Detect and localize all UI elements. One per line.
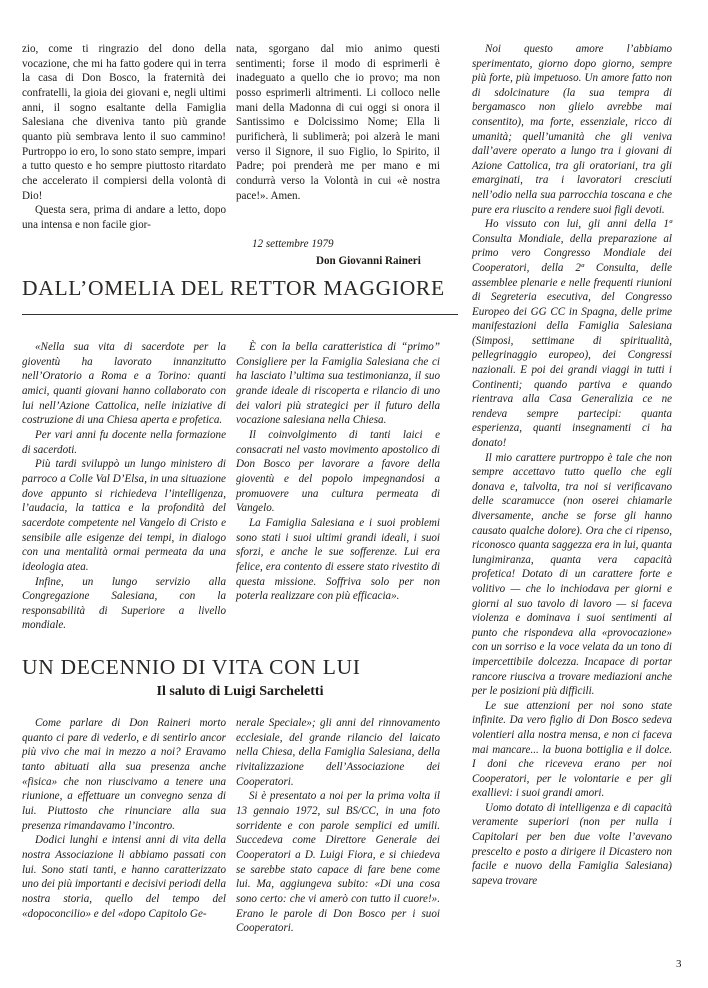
letter-date: 12 settembre 1979: [252, 238, 334, 250]
paragraph: Si è presentato a noi per la prima volta il 13 gennaio 1972, sul BS/CC, in una foto sorridente e con parole semplici ed umili. Succedeva come Direttore Generale dei Cooperatori a D. Luigi Fiora, e si chiedeva se sarebbe stato capace di fare bene come lui. Ma, aggiungeva subito: «Di una cosa sono certo: che vi amerò con tutto il cuore!». Erano le parole di Don Bosco per i suoi Cooperatori.: [236, 790, 440, 935]
paragraph: Noi questo amore l’abbiamo sperimentato, giorno dopo giorno, sempre più forte, più impetuoso. Un amore fatto non di sdolcinature (la sua tempra di bergamasco non glielo avrebbe mai consentito), ma forte, essenziale, ricco di umanità; quell’umanità che gli veniva dall’avere operato a lungo tra i giovani di Azione Cattolica, tra gli oratoriani, tra gli emarginati, tra i lavoratori cresciuti nell’odio nella sua parrocchia toscana e che pure era riuscito a rendere suoi figli devoti.: [472, 43, 672, 216]
decade-title: UN DECENNIO DI VITA CON LUI: [22, 655, 361, 679]
paragraph: Come parlare di Don Raineri morto quanto ci pare di vederlo, e di sentirlo ancor più vivo che mai in mezzo a noi? Eravamo tanto abituati alla sua presenza anche «fisica» che non riuscivamo a tenere una riunione, a effettuare un convegno senza di lui. Piuttosto che rinunciare alla sua presenza rimandavamo l’incontro.: [22, 717, 226, 832]
paragraph: «Nella sua vita di sacerdote per la gioventù ha lavorato innanzitutto nell’Oratorio a Roma e a Torino: quanti amici, quanti giovani hanno collaborato con lui nell’Azione Cattolica, nelle iniziative di costruzione di una Chiesa aperta e profetica.: [22, 341, 226, 427]
letter-column-2: [236, 42, 440, 203]
homily-column-2: [236, 340, 440, 604]
paragraph: nata, sgorgano dal mio animo questi sentimenti; forse il modo di esprimerli è inadeguato a quello che io provo; ma non posso esprimerli altrimenti. Li colloco nelle mani della Madonna di cui oggi si onora il Santissimo e Dolcissimo Nome; Ella li purificherà, li sublimerà; poi alzerà le mani verso il Signore, il suo Figlio, lo Spirito, il Padre; poi prenderà me per mano e mi condurrà verso la Volontà in cui «è nostra pace!». Amen.: [236, 43, 440, 202]
decade-subtitle: Il saluto di Luigi Sarcheletti: [156, 684, 324, 699]
paragraph: Il coinvolgimento di tanti laici e consacrati nel vasto movimento apostolico di Don Bosco per lavorare a favore della gioventù e del popolo impegnandosi a promuovere una cultura permeata di Vangelo.: [236, 428, 440, 515]
paragraph: zio, come ti ringrazio del dono della vocazione, che mi ha fatto godere qui in terra la casa di Don Bosco, la fraternità dei confratelli, la gioia dei giovani e, negli ultimi anni, il sogno esaltante della Famiglia Salesiana che diveniva tanto più grande quanto più sembrava lento il suo cammino! Purtroppo io ero, lo sono stato sempre, impari a tutto questo e ho sempre piuttosto ritardato che accelerato il compiersi della volontà di Dio!: [22, 43, 226, 202]
letter-signature: Don Giovanni Raineri: [316, 255, 421, 267]
title-underline: [22, 314, 458, 315]
decade-column-2: [236, 716, 440, 936]
paragraph: Dodici lunghi e intensi anni di vita della nostra Associazione li abbiamo passati con lui. Sono stati tanti, e hanno caratterizzato uno dei più importanti e decisivi periodi della nostra storia, quello del tempo del «dopoconcilio» e del «dopo Capitolo Ge-: [22, 834, 226, 920]
homily-column-1: [22, 340, 226, 633]
right-column: [472, 42, 672, 888]
paragraph: Ho vissuto con lui, gli anni della 1ª Consulta Mondiale, della preparazione al primo vero Congresso Mondiale dei Cooperatori, della 2ª Consulta, delle assemblee plenarie e nelle frequenti riunioni di Segreteria esecutiva, del Congresso Europeo dei GG CC in Spagna, delle prime manifestazioni della Famiglia Salesiana (Simposi, settimane di spiritualità, pellegrinaggio europeo), dei Congressi nazionali. E poi dei grandi viaggi in tutti i Continenti; quando partiva e quando rientrava alla Casa Generalizia ce ne rendeva sempre partecipi: quanta esperienza, quanti insegnamenti ci ha donato!: [472, 218, 672, 450]
paragraph: Il mio carattere purtroppo è tale che non sempre accettavo tutto quello che egli donava e, talvolta, tra noi si verificavano delle scaramucce (non oserei chiamarle diversamente, anche se forse gli hanno causato qualche dolore). Ora che ci ripenso, riconosco quanta saggezza era in lui, quanta lungimiranza, quanta vera capacità profetica! Dotato di un carattere forte e volitivo — che lo inchiodava per giorni e giorni al suo tavolo di lavoro — si faceva violenza e dominava i suoi sentimenti al punto che rispondeva alla «provocazione» con un sorriso e la voce velata da un tono di impercettibile dolcezza. Incapace di portar rancore riusciva a trovare mediazioni anche per le posizioni più difficili.: [472, 451, 672, 698]
paragraph: nerale Speciale»; gli anni del rinnovamento ecclesiale, del grande rilancio del laicato nella Chiesa, della Famiglia Salesiana, della rivitalizzazione dell’Associazione dei Cooperatori.: [236, 717, 440, 788]
decade-column-1: [22, 716, 226, 921]
homily-title: DALL’OMELIA DEL RETTOR MAGGIORE: [22, 276, 445, 300]
paragraph: Infine, un lungo servizio alla Congregazione Salesiana, con la responsabilità di Superiore a livello mondiale.: [22, 575, 226, 632]
paragraph: È con la bella caratteristica di “primo” Consigliere per la Famiglia Salesiana che ci ha lasciato l’ultima sua testimonianza, il suo grande ideale di riscoperta e rilancio di uno dei valori più strategici per il futuro della vocazione salesiana nella Chiesa.: [236, 341, 440, 427]
page-number: 3: [676, 958, 682, 970]
paragraph: Più tardi sviluppò un lungo ministero di parroco a Colle Val D’Elsa, in una situazione dove appunto si richiedeva l’intelligenza, l’audacia, la tattica e la profondità del sacerdote competente nel Vangelo di Cristo e sensibile alle esigenze dei tempi, in dialogo con una mentalità ormai permeata da una ideologia atea.: [22, 458, 226, 573]
letter-column-1: [22, 42, 226, 233]
paragraph: Le sue attenzioni per noi sono state infinite. Da vero figlio di Don Bosco sedeva volentieri alla nostra mensa, e non ci faceva mai mancare... la buona bottiglia e il dolce. I doni che riceveva erano per noi Cooperatori, per le volontarie e per gli exallievi: i suoi grandi amori.: [472, 699, 672, 800]
paragraph: Questa sera, prima di andare a letto, dopo una intensa e non facile gior-: [22, 204, 226, 231]
paragraph: La Famiglia Salesiana e i suoi problemi sono stati i suoi ultimi grandi ideali, i suoi sforzi, e anche le sue sofferenze. Lui era felice, era contento di essere stato rivestito di questa missione. Soffriva solo per non poterla realizzare con più efficacia».: [236, 516, 440, 603]
paragraph: Uomo dotato di intelligenza e di capacità veramente superiori (non per nulla i Capitolari per ben due volte l’avevano prescelto e posto a dirigere il Dicastero non facile e nuovo della Famiglia Salesiana) sapeva trovare: [472, 801, 672, 887]
paragraph: Per vari anni fu docente nella formazione di sacerdoti.: [22, 428, 226, 456]
